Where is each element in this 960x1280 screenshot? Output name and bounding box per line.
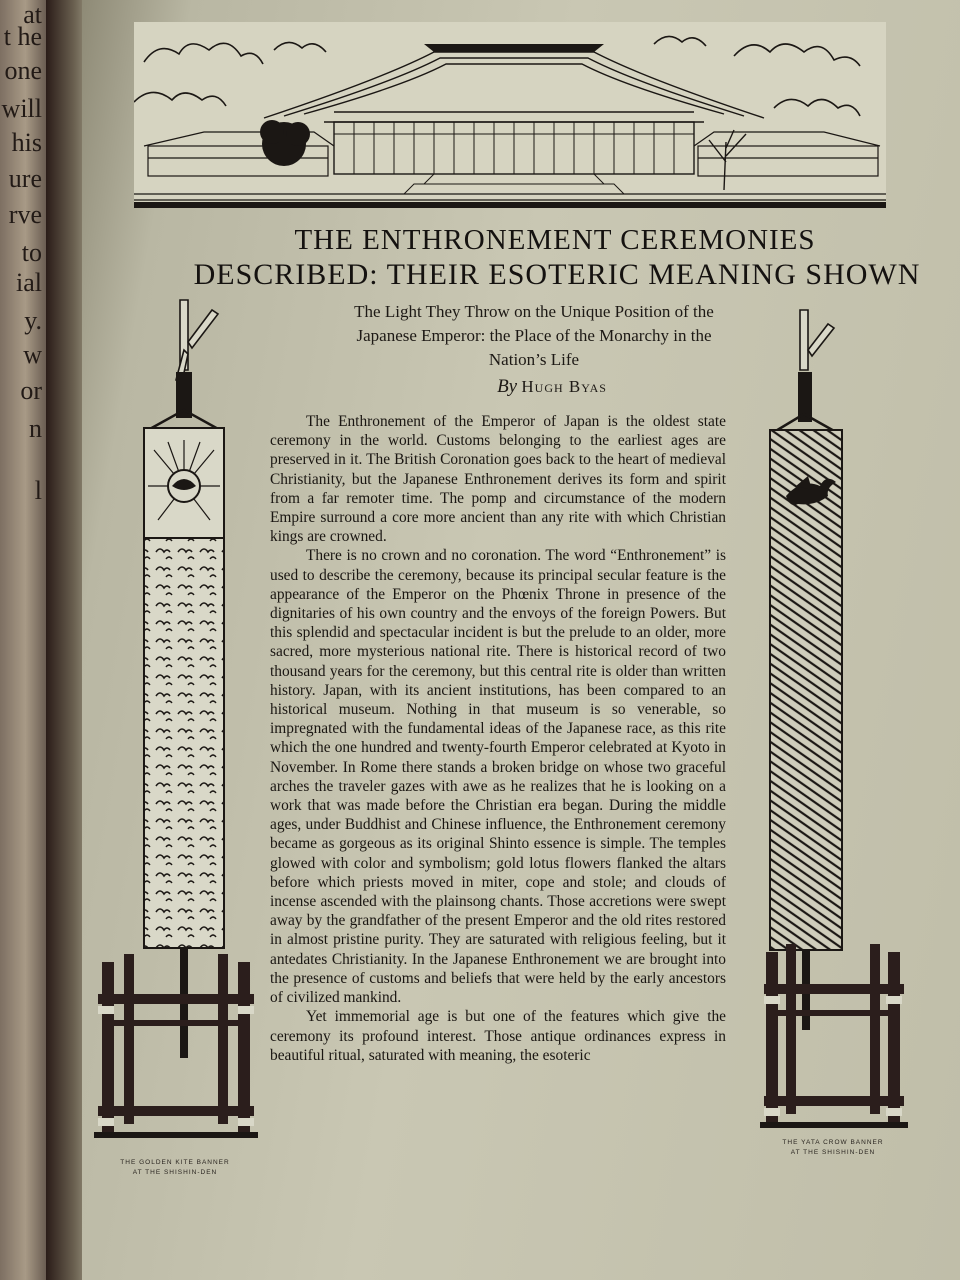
left-page-text-fragment: to xyxy=(21,238,42,267)
left-caption-line-1: THE GOLDEN KITE BANNER xyxy=(120,1159,230,1166)
left-banner-caption xyxy=(100,1158,250,1178)
byline xyxy=(432,376,672,398)
left-page-text-fragment: n xyxy=(29,414,42,443)
paragraph: There is no crown and no coronation. The word “Enthronement” is used to describe the ceremony, because its principal secular feature is the appearance of the Emperor on the Phœnix Throne in presence of the dignitaries of his own country and the envoys of the foreign Powers. But this splendid and spectacular incident is but the prelude to an older, more sacred, more mysterious national rite. There is historical record of two thousand years for the ceremony, but this central rite is older than written history. Japan, with its ancient institutions, has been compared to an historical museum. Nothing in that museum is so venerable, so impregnated with the fundamental ideas of the Japanese race, as this rite which the one hundred and twenty-fourth Emperor celebrated at Kyoto in November. In Rome there stands a broken bridge on whose two graceful arches the traveler gazes with awe as he realizes that he is looking on a work that was made before the Christian era began. During the middle ages, under Buddhist and Chinese influence, the Enthronement ceremony became as gorgeous as its original Shinto essence is simple. The temples glowed with color and symbolism; gold lotus flowers flanked the altars before which priests moved in miter, cope and stole; and clouds of incense ascended with the plainsong chants. Those accretions were swept away by the grandfather of the present Emperor and the old rites restored in almost pristine purity. They are saturated with religious feeling, but it antedates Christianity. In the Japanese Enthronement we are brought into the presence of customs and beliefs that were held by the early ancestors of civilized mankind. xyxy=(270,547,726,1007)
palace-illustration xyxy=(134,22,886,208)
book-gutter xyxy=(46,0,86,1280)
paragraph: Yet immemorial age is but one of the features which give the ceremony its profound interest. Those antique ordinances express in beautiful ritual, saturated with meaning, the esoteric xyxy=(270,1008,726,1064)
article-title-line-2: DESCRIBED: THEIR ESOTERIC MEANING SHOWN xyxy=(193,258,921,291)
right-caption-line-2: AT THE SHISHIN-DEN xyxy=(790,1149,876,1156)
right-banner-caption xyxy=(758,1138,908,1158)
left-page-text-fragment: w xyxy=(23,340,42,369)
paragraph: The Enthronement of the Emperor of Japan is the oldest state ceremony in the world. Customs belonging to the earliest ages are preserved in it. The British Coronation goes back to the heart of medieval Christianity, but the Japanese Enthronement derives its form and spirit from a far remoter time. The pomp and circumstance of the modern Empire surround a core more ancient than any rite with which Christian kings are crowned. xyxy=(270,413,726,546)
golden-kite-banner xyxy=(88,290,258,1160)
article-title-line-1: THE ENTHRONEMENT CEREMONIES xyxy=(294,224,816,256)
left-page-text-fragment: his xyxy=(11,128,42,157)
byline-prefix: By xyxy=(497,376,518,397)
right-caption-line-1: THE YATA CROW BANNER xyxy=(782,1139,884,1146)
left-page-text-fragment: or xyxy=(20,376,42,405)
book-page xyxy=(82,0,960,1280)
left-page-text-fragment: ure xyxy=(8,164,42,193)
left-page-text-fragment: rve xyxy=(8,200,42,229)
left-page-edge xyxy=(0,0,46,1280)
left-page-text-fragment: ial xyxy=(16,268,42,297)
left-caption-line-2: AT THE SHISHIN-DEN xyxy=(132,1169,218,1176)
left-page-text-fragment: t he xyxy=(3,22,42,51)
left-page-text-fragment: at xyxy=(23,0,42,29)
left-page-text-fragment: y. xyxy=(24,306,42,335)
article-body xyxy=(270,412,726,1065)
article-subtitle: The Light They Throw on the Unique Position of the Japanese Emperor: the Place of the Monarchy in the Nation’s Life xyxy=(354,302,714,369)
left-page-text-fragment: will xyxy=(1,94,42,123)
left-page-text-fragment: one xyxy=(4,56,42,85)
yata-crow-banner xyxy=(760,300,930,1150)
author-name: Hugh Byas xyxy=(521,377,607,396)
left-page-text-fragment: l xyxy=(34,476,42,505)
